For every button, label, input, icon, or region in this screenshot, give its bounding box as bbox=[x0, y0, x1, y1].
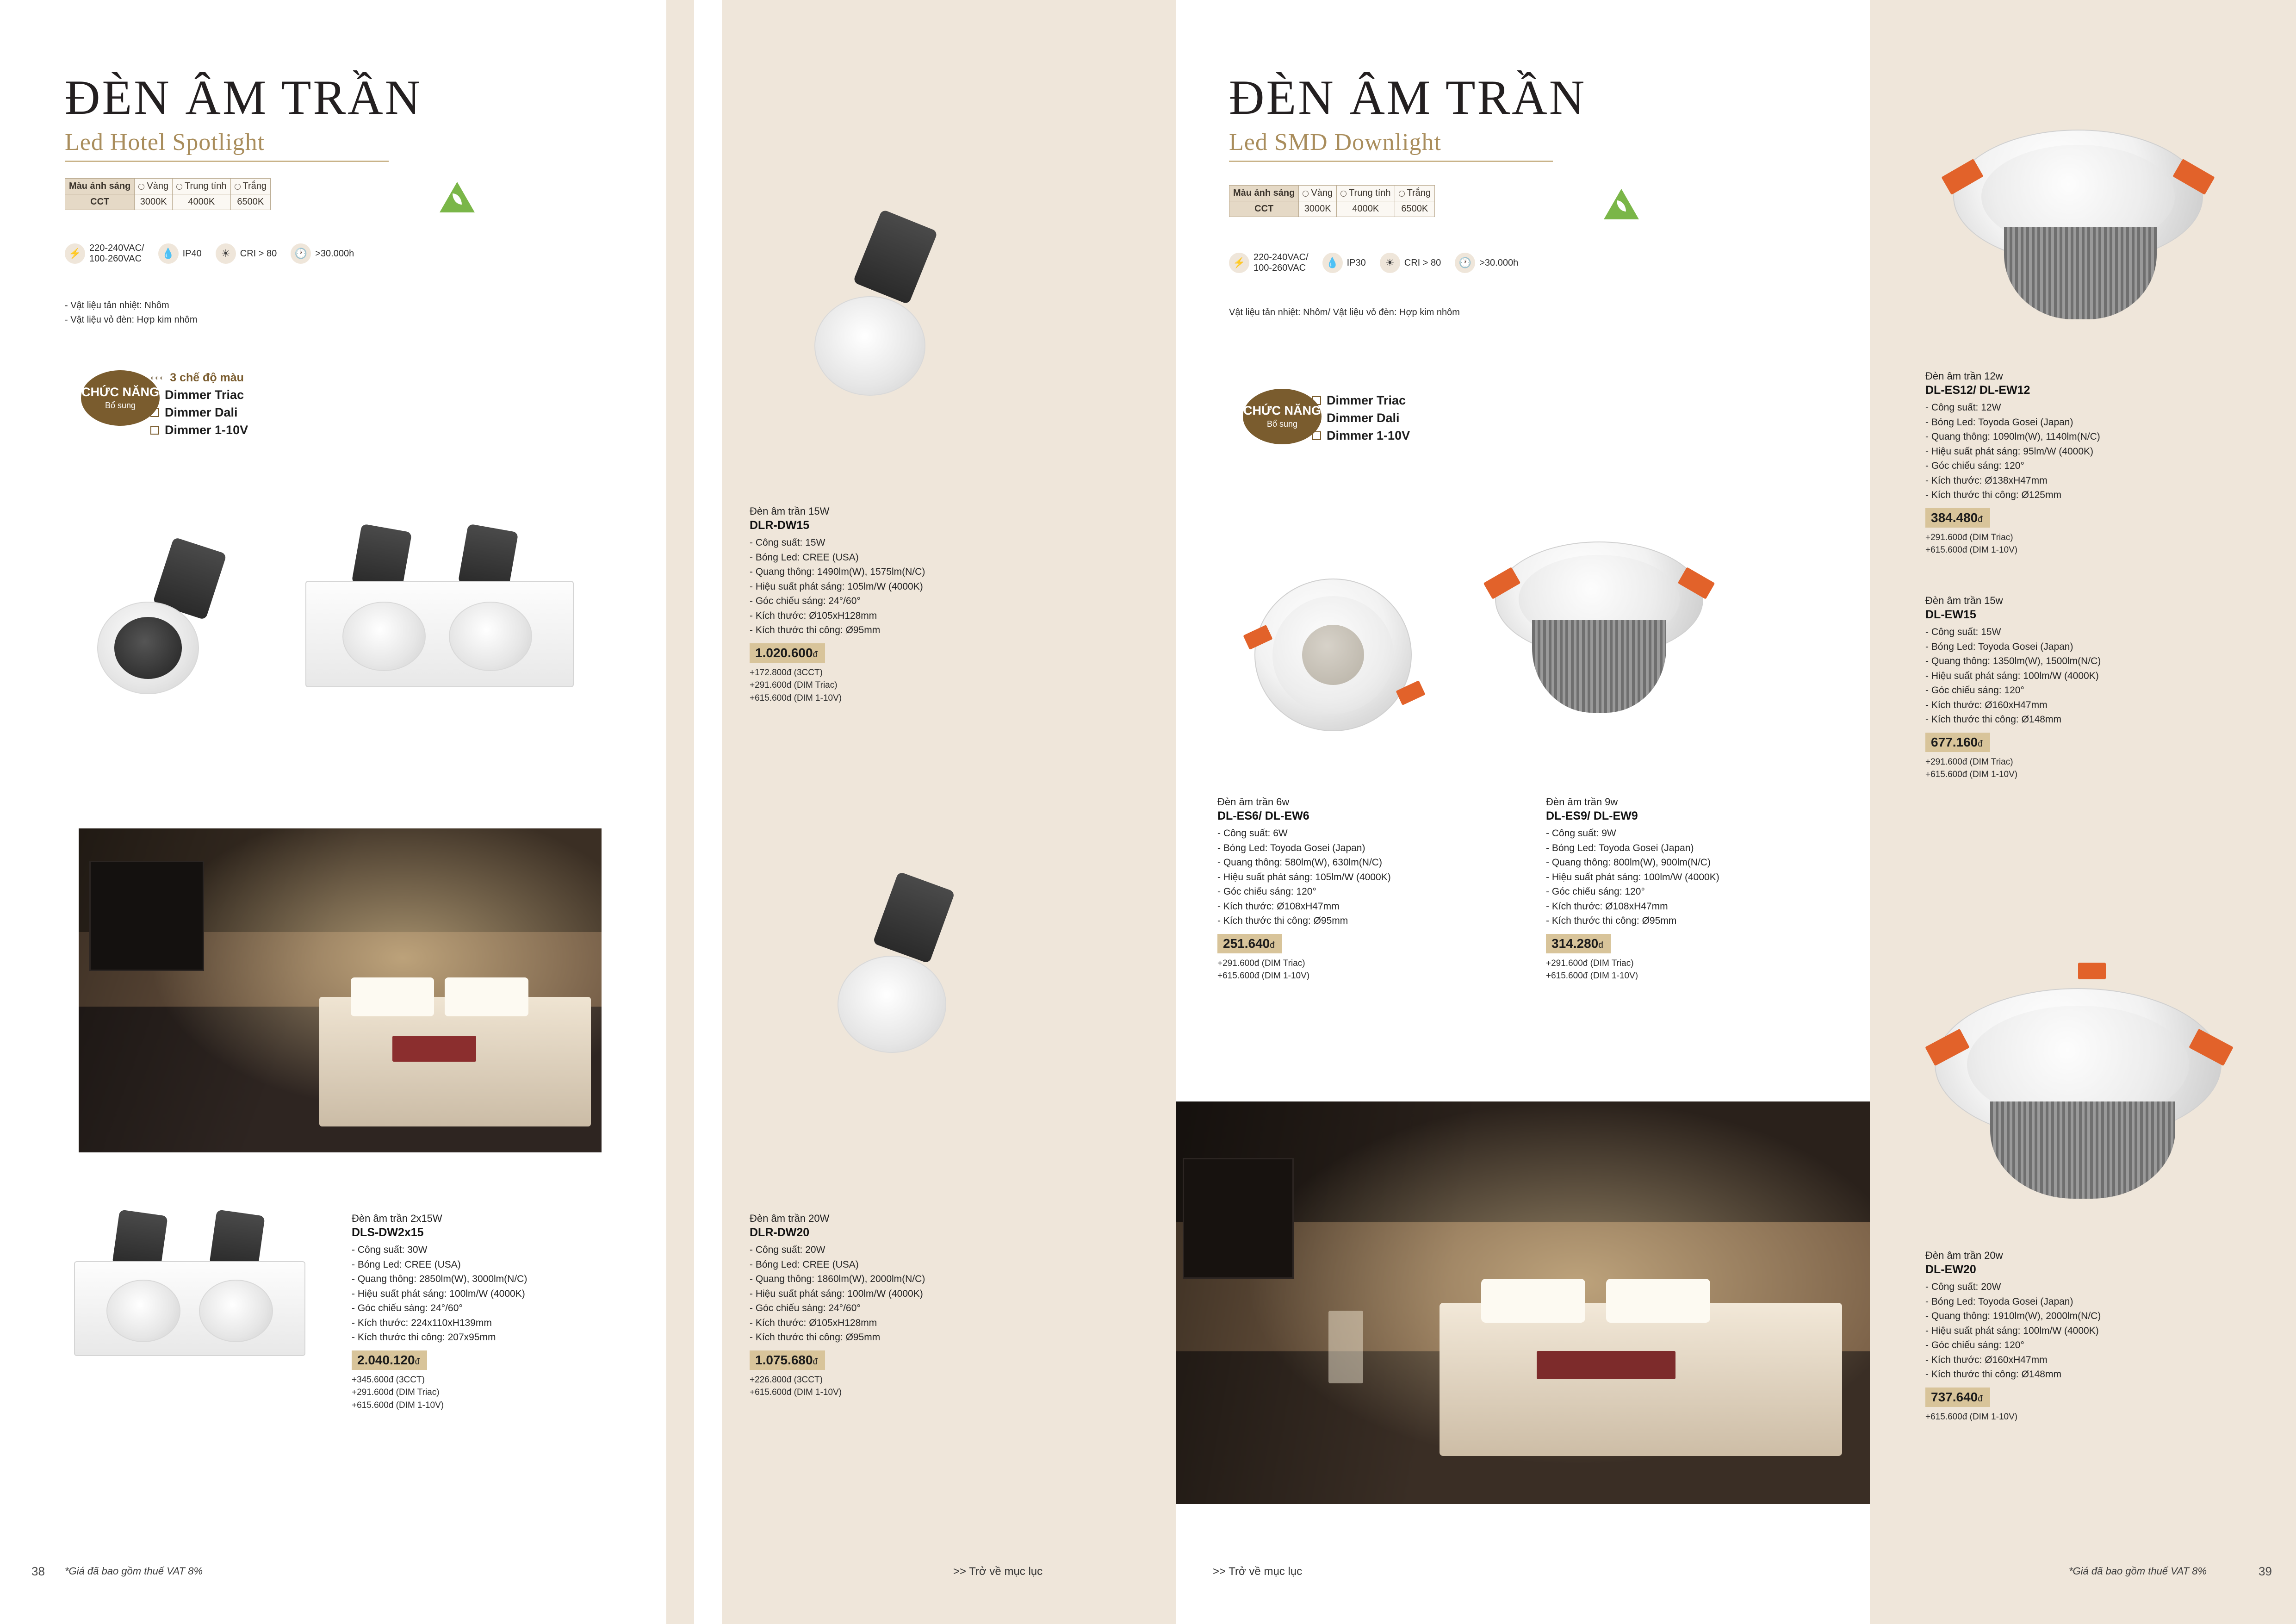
product-image-spot-single bbox=[69, 541, 245, 694]
function-item-3cct[interactable] bbox=[150, 371, 248, 385]
price-value: 251.640 bbox=[1223, 936, 1270, 951]
toc-link-left[interactable]: >> Trở về mục lục bbox=[953, 1565, 1043, 1578]
product-price bbox=[750, 643, 825, 663]
product-image-dl-ew20 bbox=[1907, 963, 2259, 1203]
page-title-sub: Led Hotel Spotlight bbox=[65, 129, 265, 156]
price-currency: đ bbox=[1598, 940, 1603, 950]
product-block-dl-ew12 bbox=[1925, 370, 2166, 557]
product-block-dls-dw2x15 bbox=[352, 1213, 611, 1412]
product-spec: - Quang thông: 800lm(W), 900lm(N/C) bbox=[1546, 857, 1711, 868]
material-line-1: - Vật liệu tản nhiệt: Nhôm bbox=[65, 300, 169, 311]
product-spec: - Hiệu suất phát sáng: 100lm/W (4000K) bbox=[352, 1288, 525, 1299]
product-price bbox=[750, 1350, 825, 1370]
room-photo-right bbox=[1176, 1101, 1870, 1504]
price-currency: đ bbox=[1270, 940, 1275, 950]
product-name: Đèn âm trần 15w bbox=[1925, 595, 2003, 606]
product-block-dlr-dw20 bbox=[750, 1213, 990, 1399]
product-spec: - Quang thông: 1350lm(W), 1500lm(N/C) bbox=[1925, 656, 2101, 666]
clock-icon: 🕐 bbox=[1455, 253, 1475, 273]
addon-line: +291.600đ (DIM Triac) bbox=[1925, 757, 2013, 767]
product-spec: - Công suất: 15W bbox=[1925, 627, 2001, 637]
cct-option-trang: Trắng bbox=[1395, 186, 1435, 201]
addon-line: +291.600đ (DIM Triac) bbox=[1925, 532, 2013, 542]
product-spec: - Bóng Led: Toyoda Gosei (Japan) bbox=[1925, 1296, 2073, 1307]
cct-label: CCT bbox=[1229, 201, 1299, 217]
product-spec: - Bóng Led: Toyoda Gosei (Japan) bbox=[1925, 417, 2073, 428]
product-price bbox=[1546, 934, 1611, 953]
price-value: 384.480 bbox=[1931, 510, 1978, 525]
product-spec: - Công suất: 15W bbox=[750, 537, 825, 548]
product-spec: - Kích thước thi công: Ø148mm bbox=[1925, 714, 2061, 725]
product-spec: - Góc chiếu sáng: 120° bbox=[1925, 460, 2024, 471]
product-spec: - Góc chiếu sáng: 24°/60° bbox=[352, 1303, 463, 1313]
product-price bbox=[1925, 508, 1990, 528]
function-item-label: Dimmer Triac bbox=[1327, 393, 1406, 407]
price-value: 1.075.680 bbox=[755, 1352, 813, 1367]
product-code: DL-EW20 bbox=[1925, 1263, 1976, 1276]
cct-label: CCT bbox=[65, 194, 135, 210]
function-block-left bbox=[81, 370, 359, 458]
product-image-dl-ew9 bbox=[1472, 537, 1731, 740]
function-item-triac[interactable] bbox=[1312, 393, 1410, 408]
addon-line: +291.600đ (DIM Triac) bbox=[1217, 958, 1305, 968]
product-block-dl-ew15 bbox=[1925, 595, 2166, 781]
product-code: DLS-DW2x15 bbox=[352, 1226, 424, 1239]
product-spec: - Bóng Led: CREE (USA) bbox=[750, 552, 859, 563]
product-spec: - Kích thước: Ø105xH128mm bbox=[750, 1317, 877, 1328]
product-code: DL-ES9/ DL-EW9 bbox=[1546, 809, 1638, 822]
cct-option-vang: Vàng bbox=[1299, 186, 1337, 201]
spec-lifetime-text: >30.000h bbox=[315, 248, 354, 259]
function-block-right bbox=[1243, 389, 1520, 467]
product-spec: - Kích thước thi công: Ø95mm bbox=[750, 625, 881, 635]
product-spec: - Kích thước: Ø160xH47mm bbox=[1925, 699, 2048, 710]
product-spec: - Hiệu suất phát sáng: 105lm/W (4000K) bbox=[1217, 871, 1391, 883]
material-line-2: - Vật liệu vỏ đèn: Hợp kim nhôm bbox=[65, 315, 198, 325]
product-image-dl-ew12 bbox=[1916, 125, 2240, 338]
product-spec: - Bóng Led: Toyoda Gosei (Japan) bbox=[1546, 842, 1694, 853]
product-spec-list bbox=[750, 535, 990, 638]
addon-line: +615.600đ (DIM 1-10V) bbox=[1546, 971, 1638, 981]
product-spec: - Kích thước: Ø160xH47mm bbox=[1925, 1354, 2048, 1365]
product-spec: - Quang thông: 1090lm(W), 1140lm(N/C) bbox=[1925, 431, 2100, 442]
addon-line: +345.600đ (3CCT) bbox=[352, 1375, 425, 1385]
product-spec: - Góc chiếu sáng: 24°/60° bbox=[750, 596, 861, 606]
product-spec: - Kích thước: Ø105xH128mm bbox=[750, 610, 877, 621]
price-currency: đ bbox=[813, 1356, 818, 1367]
product-spec: - Kích thước: Ø108xH47mm bbox=[1217, 901, 1340, 912]
product-spec: - Kích thước thi công: 207x95mm bbox=[352, 1332, 496, 1343]
cct-value-6500k: 6500K bbox=[230, 194, 271, 210]
price-currency: đ bbox=[1978, 1394, 1983, 1404]
product-addons bbox=[1925, 1411, 2166, 1424]
product-addons bbox=[1925, 531, 2166, 557]
product-spec: - Kích thước: 224x110xH139mm bbox=[352, 1317, 492, 1328]
product-addons bbox=[750, 1374, 990, 1399]
cct-row-label: Màu ánh sáng bbox=[65, 179, 135, 194]
product-code: DL-EW15 bbox=[1925, 608, 1976, 621]
product-spec: - Công suất: 12W bbox=[1925, 402, 2001, 413]
product-image-dl-ew6 bbox=[1241, 569, 1435, 736]
product-image-dlr-dw15 bbox=[787, 208, 981, 403]
footer-note-right: *Giá đã bao gồm thuế VAT 8% bbox=[2069, 1565, 2207, 1577]
product-spec: - Kích thước thi công: Ø125mm bbox=[1925, 490, 2061, 500]
product-code: DL-ES6/ DL-EW6 bbox=[1217, 809, 1309, 822]
sun-icon: ☀ bbox=[1380, 253, 1400, 273]
spec-row-right bbox=[1229, 252, 1518, 274]
spec-ip-text: IP30 bbox=[1347, 257, 1366, 268]
price-currency: đ bbox=[1978, 514, 1983, 524]
product-addons bbox=[1546, 957, 1787, 983]
spec-voltage-text: 220-240VAC/ 100-260VAC bbox=[1253, 252, 1309, 273]
addon-line: +615.600đ (DIM 1-10V) bbox=[1925, 770, 2018, 780]
product-name: Đèn âm trần 20W bbox=[750, 1213, 830, 1224]
product-spec: - Hiệu suất phát sáng: 100lm/W (4000K) bbox=[1546, 871, 1719, 883]
product-spec: - Bóng Led: CREE (USA) bbox=[352, 1259, 461, 1270]
function-item-label: 3 chế độ màu bbox=[170, 371, 244, 384]
material-line-1: Vật liệu tản nhiệt: Nhôm/ Vật liệu vỏ đèn: Hợp kim nhôm bbox=[1229, 307, 1460, 317]
product-spec: - Hiệu suất phát sáng: 100lm/W (4000K) bbox=[1925, 670, 2099, 681]
product-code: DLR-DW15 bbox=[750, 519, 810, 532]
product-image-dls-dw2x15 bbox=[60, 1213, 319, 1365]
function-item-dali[interactable] bbox=[150, 405, 248, 420]
product-spec: - Góc chiếu sáng: 120° bbox=[1217, 886, 1316, 897]
page-number-left: 38 bbox=[31, 1564, 45, 1578]
function-item-label: Dimmer 1-10V bbox=[165, 423, 248, 437]
product-code: DLR-DW20 bbox=[750, 1226, 810, 1239]
addon-line: +291.600đ (DIM Triac) bbox=[352, 1388, 440, 1398]
price-value: 2.040.120 bbox=[357, 1352, 415, 1367]
cct-table-left bbox=[65, 178, 271, 210]
addon-line: +615.600đ (DIM 1-10V) bbox=[1925, 545, 2018, 555]
addon-line: +291.600đ (DIM Triac) bbox=[1546, 958, 1634, 968]
clock-icon: 🕐 bbox=[291, 243, 311, 264]
product-spec: - Góc chiếu sáng: 120° bbox=[1546, 886, 1645, 897]
spec-voltage bbox=[65, 243, 144, 264]
product-spec: - Góc chiếu sáng: 24°/60° bbox=[750, 1303, 861, 1313]
sun-icon: ☀ bbox=[216, 243, 236, 264]
function-item-triac[interactable] bbox=[150, 388, 248, 402]
beige-band-left-outer bbox=[666, 0, 694, 1624]
product-addons bbox=[352, 1374, 611, 1412]
product-block-dl-ew9 bbox=[1546, 796, 1787, 983]
product-spec-list bbox=[750, 1243, 990, 1345]
price-value: 677.160 bbox=[1931, 734, 1978, 749]
product-name: Đèn âm trần 12w bbox=[1925, 370, 2003, 382]
spec-ip-text: IP40 bbox=[182, 248, 202, 259]
product-addons bbox=[750, 666, 990, 705]
product-spec: - Công suất: 6W bbox=[1217, 828, 1288, 839]
cct-value-6500k: 6500K bbox=[1395, 201, 1435, 217]
page-title-main: ĐÈN ÂM TRẦN bbox=[1229, 70, 1587, 124]
spec-lifetime bbox=[291, 243, 354, 264]
cct-table-right bbox=[1229, 185, 1435, 217]
cct-option-vang: Vàng bbox=[135, 179, 173, 194]
water-drop-icon: 💧 bbox=[1322, 253, 1343, 273]
materials-left bbox=[65, 299, 198, 327]
cct-value-3000k: 3000K bbox=[1299, 201, 1337, 217]
spec-lifetime bbox=[1455, 253, 1518, 273]
product-image-dlr-dw20 bbox=[814, 870, 999, 1055]
spec-ip bbox=[158, 243, 202, 264]
catalog-page-right bbox=[1148, 0, 2296, 1624]
cct-value-4000k: 4000K bbox=[173, 194, 230, 210]
product-block-dlr-dw15 bbox=[750, 505, 990, 704]
color-dots-icon: ◐◐◐ bbox=[150, 374, 165, 382]
materials-right bbox=[1229, 305, 1460, 320]
page-title-sub: Led SMD Downlight bbox=[1229, 129, 1441, 156]
product-spec: - Hiệu suất phát sáng: 100lm/W (4000K) bbox=[1925, 1325, 2099, 1336]
cct-option-trang: Trắng bbox=[230, 179, 271, 194]
function-badge-line2: Bổ sung bbox=[105, 400, 136, 410]
product-spec: - Công suất: 9W bbox=[1546, 828, 1616, 839]
spec-cri-text: CRI > 80 bbox=[1404, 257, 1441, 268]
function-item-dali[interactable] bbox=[1312, 411, 1410, 425]
spec-cri bbox=[216, 243, 277, 264]
page-title-right bbox=[1229, 69, 1587, 162]
product-price bbox=[1925, 1388, 1990, 1407]
function-badge bbox=[81, 370, 160, 426]
product-name: Đèn âm trần 2x15W bbox=[352, 1213, 442, 1224]
cct-option-trungtinh: Trung tính bbox=[173, 179, 230, 194]
product-spec-list bbox=[1925, 625, 2166, 727]
product-image-spot-double bbox=[287, 528, 592, 703]
product-spec: - Quang thông: 1860lm(W), 2000lm(N/C) bbox=[750, 1274, 925, 1284]
product-spec: - Bóng Led: CREE (USA) bbox=[750, 1259, 859, 1270]
beige-band-right-left bbox=[1148, 0, 1176, 1624]
product-code: DL-ES12/ DL-EW12 bbox=[1925, 384, 2030, 397]
function-item-label: Dimmer 1-10V bbox=[1327, 429, 1410, 442]
addon-line: +615.600đ (DIM 1-10V) bbox=[1925, 1412, 2018, 1422]
product-block-dl-ew6 bbox=[1217, 796, 1435, 983]
function-badge-line1: CHỨC NĂNG bbox=[1243, 404, 1321, 418]
product-spec: - Kích thước: Ø138xH47mm bbox=[1925, 475, 2048, 486]
product-price bbox=[1217, 934, 1282, 953]
function-badge-line2: Bổ sung bbox=[1266, 419, 1298, 429]
function-item-1-10v[interactable] bbox=[1312, 429, 1410, 443]
water-drop-icon: 💧 bbox=[158, 243, 179, 264]
function-item-1-10v[interactable] bbox=[150, 423, 248, 437]
addon-line: +615.600đ (DIM 1-10V) bbox=[1217, 971, 1310, 981]
function-badge bbox=[1243, 389, 1322, 444]
addon-line: +226.800đ (3CCT) bbox=[750, 1375, 823, 1385]
cct-value-4000k: 4000K bbox=[1337, 201, 1395, 217]
addon-line: +615.600đ (DIM 1-10V) bbox=[750, 693, 842, 703]
product-spec: - Kích thước thi công: Ø95mm bbox=[750, 1332, 881, 1343]
addon-line: +172.800đ (3CCT) bbox=[750, 667, 823, 678]
function-item-label: Dimmer Dali bbox=[165, 405, 238, 419]
product-spec: - Bóng Led: Toyoda Gosei (Japan) bbox=[1217, 842, 1365, 853]
checkbox-icon[interactable] bbox=[150, 426, 159, 435]
product-name: Đèn âm trần 20w bbox=[1925, 1250, 2003, 1261]
spec-voltage bbox=[1229, 252, 1309, 274]
toc-link-right[interactable]: >> Trở về mục lục bbox=[1213, 1565, 1303, 1578]
product-spec: - Quang thông: 1910lm(W), 2000lm(N/C) bbox=[1925, 1311, 2101, 1321]
product-spec: - Góc chiếu sáng: 120° bbox=[1925, 1340, 2024, 1350]
price-value: 737.640 bbox=[1931, 1389, 1978, 1404]
product-spec: - Kích thước thi công: Ø95mm bbox=[1546, 915, 1677, 926]
product-spec: - Hiệu suất phát sáng: 100lm/W (4000K) bbox=[750, 1288, 923, 1299]
spec-lifetime-text: >30.000h bbox=[1479, 257, 1519, 268]
product-price bbox=[352, 1350, 427, 1370]
bolt-icon: ⚡ bbox=[65, 243, 85, 264]
cct-value-3000k: 3000K bbox=[135, 194, 173, 210]
cct-option-trungtinh: Trung tính bbox=[1337, 186, 1395, 201]
product-spec: - Hiệu suất phát sáng: 95lm/W (4000K) bbox=[1925, 446, 2094, 457]
addon-line: +615.600đ (DIM 1-10V) bbox=[750, 1388, 842, 1398]
page-number-right: 39 bbox=[2259, 1564, 2272, 1578]
bolt-icon: ⚡ bbox=[1229, 253, 1249, 273]
product-spec: - Công suất: 20W bbox=[1925, 1282, 2001, 1292]
function-item-label: Dimmer Triac bbox=[165, 388, 244, 402]
spec-cri bbox=[1380, 253, 1441, 273]
product-spec-list bbox=[1217, 826, 1435, 928]
product-block-dl-ew20 bbox=[1925, 1250, 2166, 1423]
page-title-left bbox=[65, 69, 422, 162]
product-spec-list bbox=[1546, 826, 1787, 928]
spec-cri-text: CRI > 80 bbox=[240, 248, 277, 259]
product-spec: - Kích thước thi công: Ø95mm bbox=[1217, 915, 1348, 926]
price-value: 1.020.600 bbox=[755, 645, 813, 660]
room-photo-left bbox=[79, 828, 602, 1152]
product-spec-list bbox=[1925, 1280, 2166, 1382]
product-name: Đèn âm trần 15W bbox=[750, 505, 830, 517]
addon-line: +291.600đ (DIM Triac) bbox=[750, 680, 838, 691]
product-spec: - Quang thông: 2850lm(W), 3000lm(N/C) bbox=[352, 1274, 527, 1284]
function-list bbox=[150, 371, 248, 441]
product-name: Đèn âm trần 6w bbox=[1217, 796, 1290, 808]
product-spec: - Bóng Led: Toyoda Gosei (Japan) bbox=[1925, 641, 2073, 652]
product-spec: - Công suất: 20W bbox=[750, 1244, 825, 1255]
page-title-main: ĐÈN ÂM TRẦN bbox=[65, 70, 422, 124]
price-currency: đ bbox=[1978, 739, 1983, 749]
spec-ip bbox=[1322, 253, 1366, 273]
product-spec: - Kích thước: Ø108xH47mm bbox=[1546, 901, 1668, 912]
eco-badge-icon-right bbox=[1604, 187, 1639, 221]
product-spec: - Hiệu suất phát sáng: 105lm/W (4000K) bbox=[750, 581, 923, 592]
product-spec: - Quang thông: 580lm(W), 630lm(N/C) bbox=[1217, 857, 1382, 868]
product-price bbox=[1925, 733, 1990, 752]
function-item-label: Dimmer Dali bbox=[1327, 411, 1400, 425]
function-badge-line1: CHỨC NĂNG bbox=[81, 385, 159, 399]
product-addons bbox=[1217, 957, 1435, 983]
function-list bbox=[1312, 393, 1410, 446]
spec-row-left bbox=[65, 243, 354, 264]
price-value: 314.280 bbox=[1551, 936, 1599, 951]
product-spec: - Góc chiếu sáng: 120° bbox=[1925, 685, 2024, 696]
cct-row-label: Màu ánh sáng bbox=[1229, 186, 1299, 201]
title-rule bbox=[65, 161, 389, 162]
product-spec: - Quang thông: 1490lm(W), 1575lm(N/C) bbox=[750, 566, 925, 577]
title-rule bbox=[1229, 161, 1553, 162]
price-currency: đ bbox=[415, 1356, 420, 1367]
product-spec-list bbox=[1925, 400, 2166, 503]
addon-line: +615.600đ (DIM 1-10V) bbox=[352, 1400, 444, 1410]
spec-voltage-text: 220-240VAC/ 100-260VAC bbox=[89, 243, 144, 264]
footer-note-left: *Giá đã bao gồm thuế VAT 8% bbox=[65, 1565, 203, 1577]
product-spec-list bbox=[352, 1243, 611, 1345]
product-spec: - Kích thước thi công: Ø148mm bbox=[1925, 1369, 2061, 1380]
product-addons bbox=[1925, 756, 2166, 781]
product-name: Đèn âm trần 9w bbox=[1546, 796, 1618, 808]
eco-badge-icon bbox=[440, 180, 475, 214]
product-spec: - Công suất: 30W bbox=[352, 1244, 428, 1255]
price-currency: đ bbox=[813, 649, 818, 660]
